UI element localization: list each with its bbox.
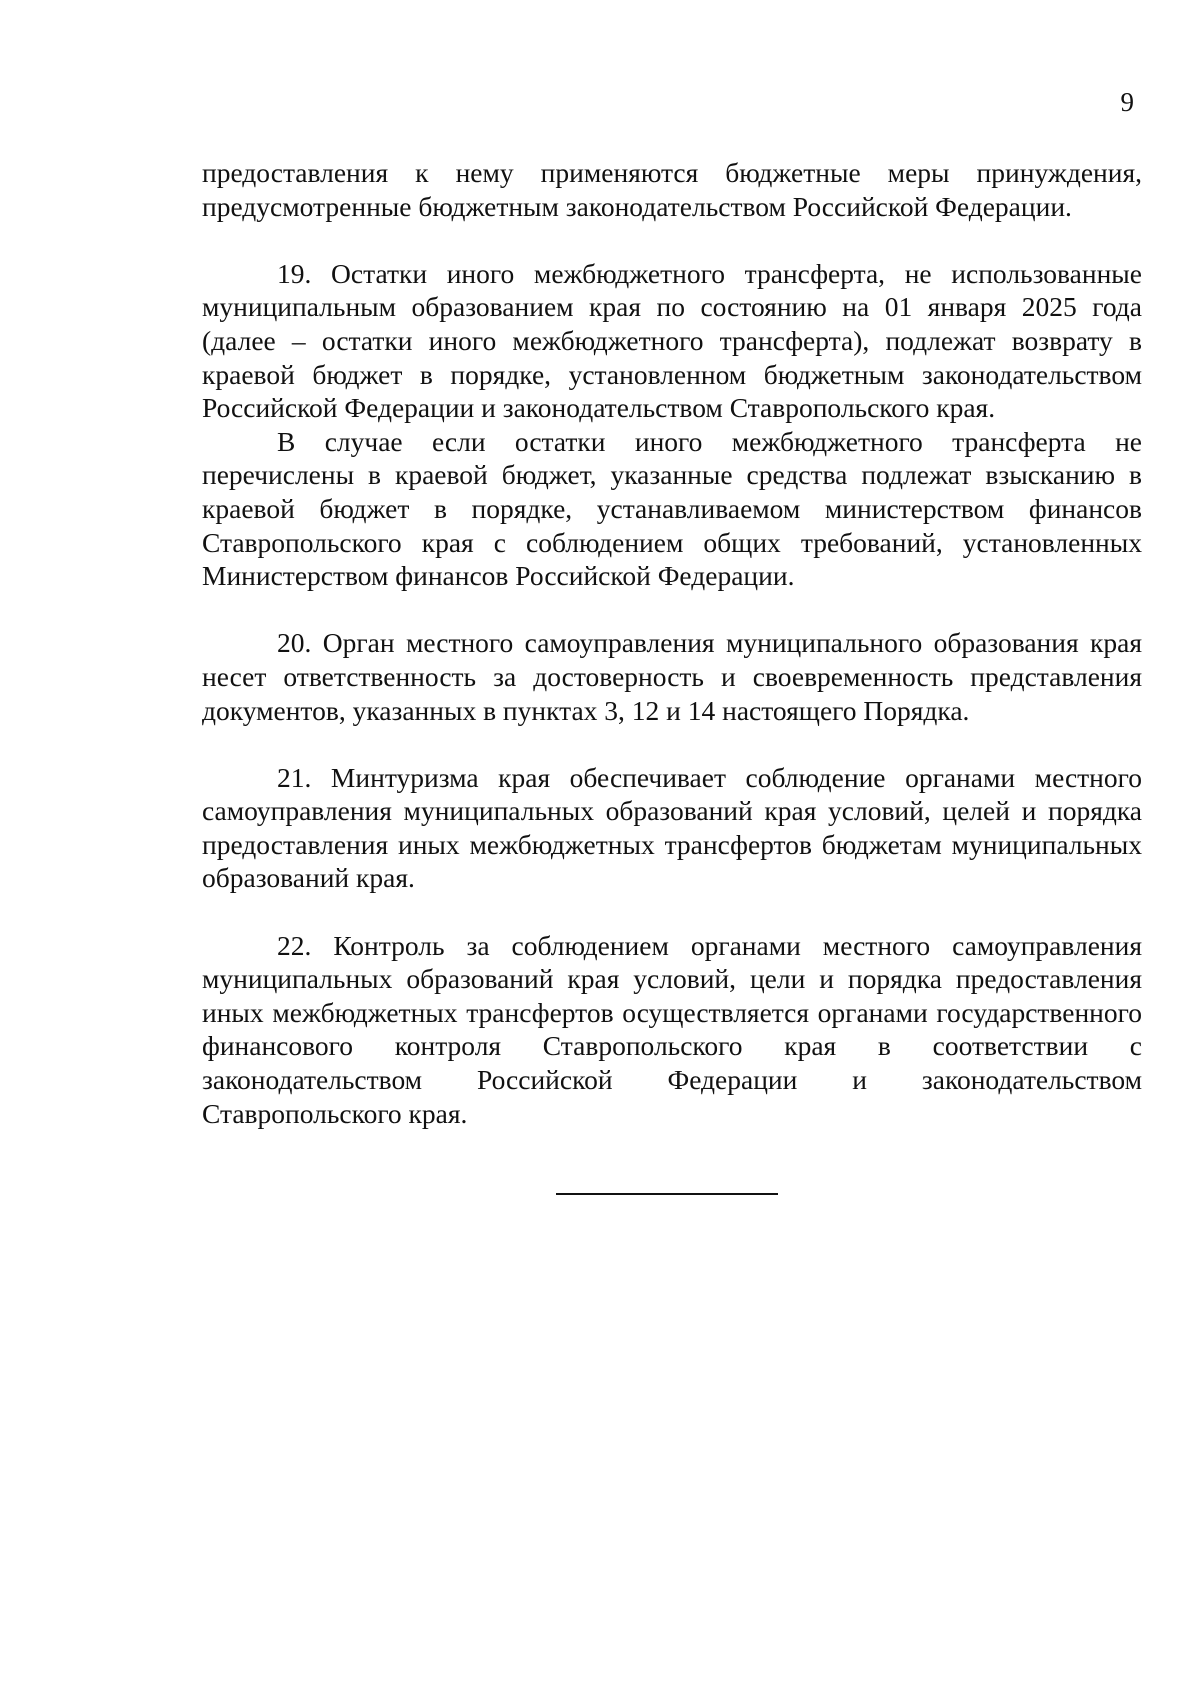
paragraph-clause-19: 19. Остатки иного межбюджетного трансферта, не использованные муниципальным образованием края по состоянию на 01 января 2025 года (далее – остатки иного межбюджетного трансферта), подлежат возврату в краевой бюджет в порядке, установленном бюджетным законодательством Российской Федерации и законодательством Ставропольского края. [202,257,1142,424]
page-number: 9 [1120,87,1134,117]
paragraph-clause-22: 22. Контроль за соблюдением органами местного самоуправления муниципальных образований края условий, цели и порядка предоставления иных межбюджетных трансфертов осуществляется органами государственного финансового контроля Ставропольского края в соответствии с законодательством Российской Федерации и законодательством Ставропольского края. [202,929,1142,1129]
paragraph-continuation: предоставления к нему применяются бюджетные меры принуждения, предусмотренные бюджетным законодательством Российской Федерации. [202,157,1142,222]
paragraph-clause-20: 20. Орган местного самоуправления муниципального образования края несет ответственность за достоверность и своевременность представления документов, указанных в пунктах 3, 12 и 14 настоящего Порядка. [202,627,1142,726]
paragraph-clause-19-part-2: В случае если остатки иного межбюджетного трансферта не перечислены в краевой бюджет, указанные средства подлежат взысканию в краевой бюджет в порядке, устанавливаемом министерством финансов Ставропольского края с соблюдением общих требований, установленных Министерством финансов Российской Федерации. [202,425,1142,592]
end-of-document-divider [556,1193,778,1195]
document-body [202,156,1142,1130]
paragraph-clause-21: 21. Минтуризма края обеспечивает соблюдение органами местного самоуправления муниципальных образований края условий, целей и порядка предоставления иных межбюджетных трансфертов бюджетам муниципальных образований края. [202,761,1142,894]
